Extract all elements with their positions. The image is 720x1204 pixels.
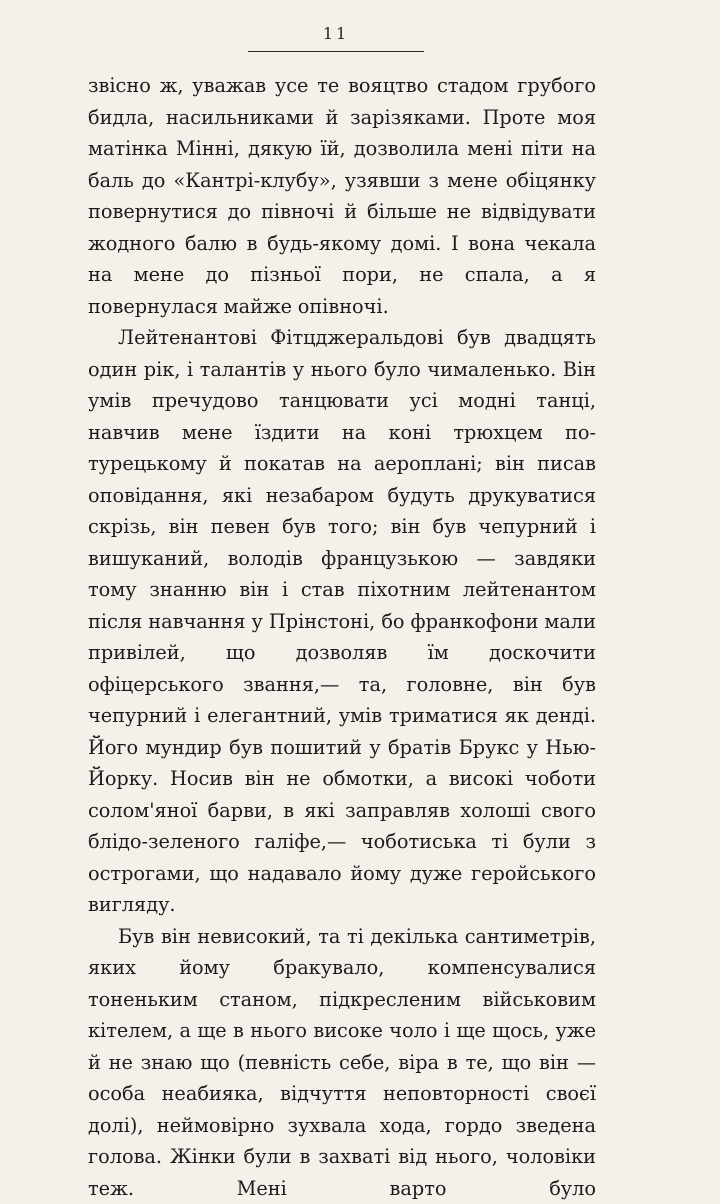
paragraph-lieutenant: Лейтенантові Фітцджеральдові був двадцять один рік, і талантів у нього було чималенько. Він умів пречудово танцювати усі модні танці, навчив мене їздити на коні трюхцем по-турецькому й покатав на аероплані; він писав оповідання, які незабаром будуть друкуватися скрізь, він певен був того; він був чепурний і вишуканий, володів французькою — завдяки тому знанню він і став піхотним лейтенантом після навчання у Прінстоні, бо франкофони мали привілей, що дозволяв їм доскочити офіцерського звання,— та, головне, він був чепурний і елегантний, умів триматися як денді. Його мундир був пошитий у братів Брукс у Нью-Йорку. Носив він не обмотки, а високі чоботи солом'яної барви, в які заправляв холоші свого блідо-зеленого галіфе,— чоботиська ті були з острогами, що надавало йому дуже геройського вигляду. <box>88 322 596 921</box>
paragraph-continued: звісно ж, уважав усе те вояцтво стадом грубого бидла, насильниками й зарізяками. Проте моя матінка Мінні, дякую їй, дозволила мені піти на баль до «Кантрі-клубу», узявши з мене обіцянку повернутися до півночі й більше не відвідувати жодного балю в будь-якому домі. І вона чекала на мене до пізньої пори, не спала, а я повернулася майже опівночі. <box>88 70 596 322</box>
body-text <box>88 70 596 1204</box>
page-number: 11 <box>0 24 672 43</box>
header-rule <box>248 51 424 52</box>
paragraph-appearance: Був він невисокий, та ті декілька сантиметрів, яких йому бракувало, компенсувалися тоненьким станом, підкресленим військовим кітелем, а ще в нього високе чоло і ще щось, уже й не знаю що (певність себе, віра в те, що він — особа неабияка, відчуття неповторності своєї долі), неймовірно зухвала хода, гордо зведена голова. Жінки були в захваті від нього, чоловіки теж. Мені варто було <box>88 921 596 1204</box>
